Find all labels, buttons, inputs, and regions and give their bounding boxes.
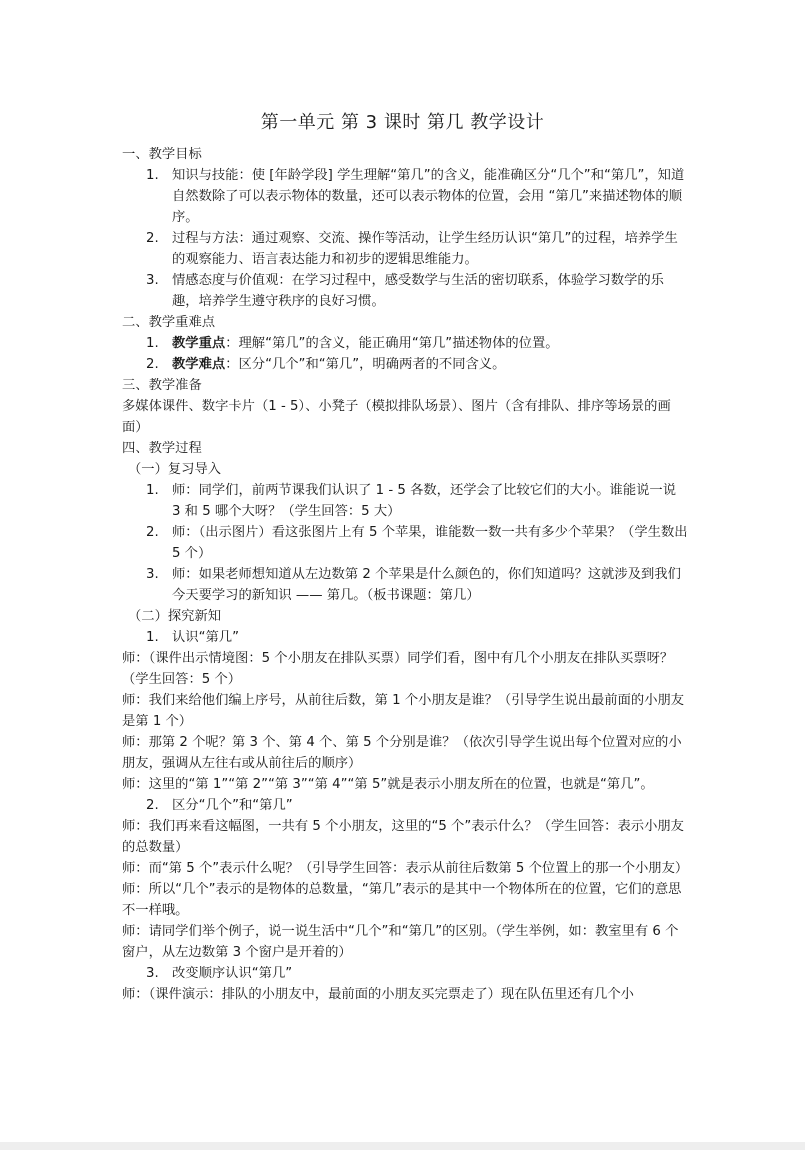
numbered-subheading <box>122 963 688 984</box>
section-heading-process: 四、教学过程 <box>122 441 202 456</box>
section-heading-objectives: 一、教学目标 <box>122 147 202 162</box>
list-number: 1. <box>146 336 159 351</box>
numbered-subheading <box>122 627 688 648</box>
list-item <box>122 228 688 270</box>
list-text: ：区分“几个”和“第几”，明确两者的不同含义。 <box>225 357 506 372</box>
list-text: 师：同学们，前两节课我们认识了 1 - 5 各数，还学会了比较它们的大小。谁能说一说 3 和 5 哪个大呀？（学生回答：5 大） <box>172 483 677 519</box>
subheading-text: 区分“几个”和“第几” <box>172 798 293 813</box>
list-number: 1. <box>146 483 159 498</box>
list-item <box>122 480 688 522</box>
list-text: 知识与技能：使 [年龄学段] 学生理解“第几”的含义，能准确区分“几个”和“第几”，知道自然数除了可以表示物体的数量，还可以表示物体的位置，会用 “第几”来描述物体的顺序。 <box>172 168 685 225</box>
subheading-text: 认识“第几” <box>172 630 239 645</box>
paragraph: 师：我们来给他们编上序号，从前往后数，第 1 个小朋友是谁？（引导学生说出最前面的小朋友是第 1 个） <box>122 693 685 729</box>
document-body <box>122 144 688 1005</box>
list-item <box>122 165 688 228</box>
paragraph: 师：我们再来看这幅图，一共有 5 个小朋友，这里的“5 个”表示什么？（学生回答：表示小朋友的总数量） <box>122 819 684 855</box>
paragraph: 师：请同学们举个例子，说一说生活中“几个”和“第几”的区别。（学生举例，如：教室里有 6 个窗户，从左边数第 3 个窗户是开着的） <box>122 924 679 960</box>
subsection-heading-explore: （二）探究新知 <box>128 609 222 624</box>
paragraph: 师：所以“几个”表示的是物体的总数量，“第几”表示的是其中一个物体所在的位置，它们的意思不一样哦。 <box>122 882 682 918</box>
list-number: 2. <box>146 525 159 540</box>
section-heading-key-points: 二、教学重难点 <box>122 315 216 330</box>
list-item <box>122 564 688 606</box>
list-item <box>122 522 688 564</box>
paragraph: 师：而“第 5 个”表示什么呢？（引导学生回答：表示从前往后数第 5 个位置上的那一个小朋友） <box>122 861 689 876</box>
list-text: 师：（出示图片）看这张图片上有 5 个苹果，谁能数一数一共有多少个苹果？（学生数出 5 个） <box>172 525 688 561</box>
list-number: 1. <box>146 630 159 645</box>
paragraph: 师：那第 2 个呢？第 3 个、第 4 个、第 5 个分别是谁？（依次引导学生说出每个位置对应的小朋友，强调从左往右或从前往后的顺序） <box>122 735 682 771</box>
list-number: 1. <box>146 168 159 183</box>
section-heading-preparation: 三、教学准备 <box>122 378 202 393</box>
list-text: 师：如果老师想知道从左边数第 2 个苹果是什么颜色的，你们知道吗？这就涉及到我们今天要学习的新知识 —— 第几。（板书课题：第几） <box>172 567 681 603</box>
page-bottom-border <box>0 1142 805 1150</box>
paragraph: 师：这里的“第 1”“第 2”“第 3”“第 4”“第 5”就是表示小朋友所在的位置，也就是“第几”。 <box>122 777 654 792</box>
list-number: 2. <box>146 798 159 813</box>
list-item <box>122 354 688 375</box>
list-number: 2. <box>146 231 159 246</box>
bold-label: 教学重点 <box>172 336 226 351</box>
list-text: 情感态度与价值观：在学习过程中，感受数学与生活的密切联系，体验学习数学的乐趣，培养学生遵守秩序的良好习惯。 <box>172 273 664 309</box>
subheading-text: 改变顺序认识“第几” <box>172 966 293 981</box>
list-number: 3. <box>146 567 159 582</box>
paragraph: 师：（课件出示情境图：5 个小朋友在排队买票）同学们看，图中有几个小朋友在排队买票呀？（学生回答：5 个） <box>122 651 674 687</box>
bold-label: 教学难点 <box>172 357 226 372</box>
paragraph: 师：（课件演示：排队的小朋友中，最前面的小朋友买完票走了）现在队伍里还有几个小 <box>122 987 634 1002</box>
paragraph: 多媒体课件、数字卡片（1 - 5）、小凳子（模拟排队场景）、图片（含有排队、排序等场景的画面） <box>122 399 671 435</box>
page-title: 第一单元 第 3 课时 第几 教学设计 <box>260 112 545 133</box>
list-number: 3. <box>146 966 159 981</box>
list-item <box>122 333 688 354</box>
list-text: ：理解“第几”的含义，能正确用“第几”描述物体的位置。 <box>225 336 559 351</box>
list-number: 2. <box>146 357 159 372</box>
list-item <box>122 270 688 312</box>
numbered-subheading <box>122 795 688 816</box>
list-number: 3. <box>146 273 159 288</box>
subsection-heading-review: （一）复习导入 <box>128 462 222 477</box>
list-text: 过程与方法：通过观察、交流、操作等活动，让学生经历认识“第几”的过程，培养学生的观察能力、语言表达能力和初步的逻辑思维能力。 <box>172 231 678 267</box>
